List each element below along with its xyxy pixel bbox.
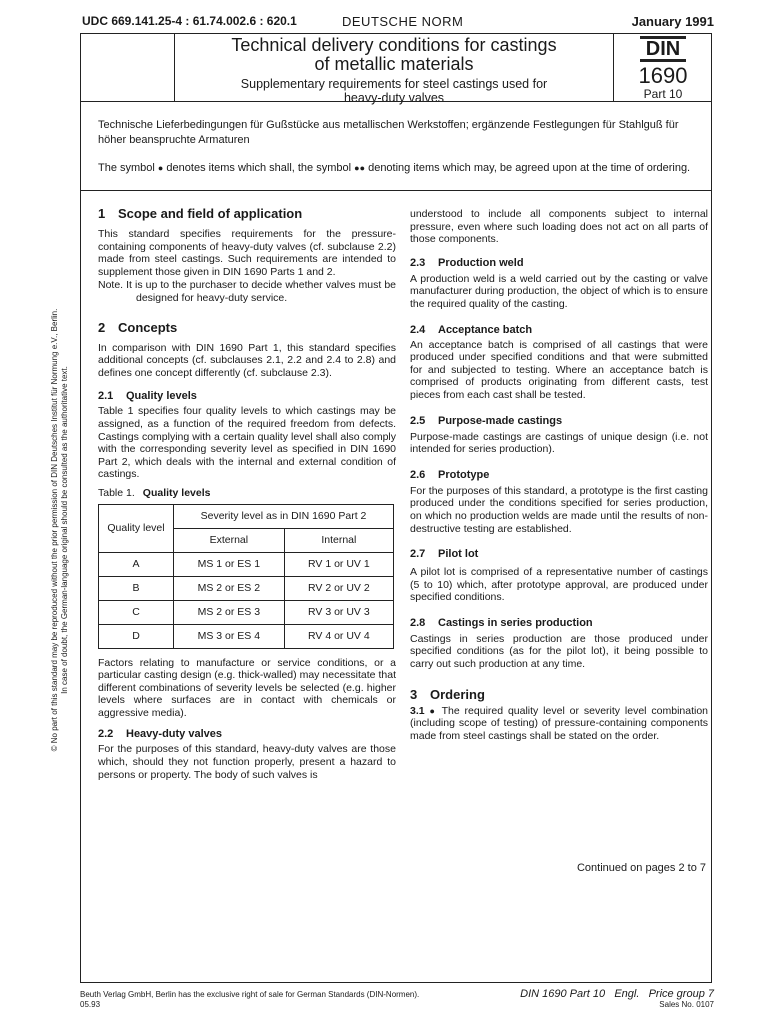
subsection-heading: 2.7 Pilot lot <box>410 548 479 561</box>
subsection-heading: 2.5 Purpose-made castings <box>410 414 563 427</box>
section-heading: 1 Scope and field of application <box>98 206 303 221</box>
document-title: Technical delivery conditions for castings of metallic materials <box>231 35 557 74</box>
double-dot-icon: ●● <box>354 163 366 173</box>
document-footer: DIN 1690 Part 10 Engl. Price group 7 Sales No. 0107 <box>520 988 714 1009</box>
table-row: B MS 2 or ES 2 RV 2 or UV 2 <box>99 576 394 600</box>
subsection-heading: 2.8 Castings in series production <box>410 616 593 629</box>
quality-levels-table <box>98 504 394 649</box>
publication-date: January 1991 <box>631 14 714 29</box>
subsection-heading: 2.1 Quality levels <box>98 390 197 403</box>
symbol-legend: The symbol ● denotes items which shall, the symbol ●● denoting items which may, be agreed upon at the time of ordering. <box>98 162 691 174</box>
table-row: A MS 1 or ES 1 RV 1 or UV 1 <box>99 552 394 576</box>
section-heading: 3 Ordering <box>410 686 485 702</box>
subsection-heading: 2.2 Heavy-duty valves <box>98 728 222 741</box>
paragraph: 3.1 ● The required quality level or severity level combination (including scope of testing) of pressure-containing components made from steel castings shall be stated on the order. <box>410 704 709 742</box>
section-heading: 2 Concepts <box>98 319 178 335</box>
table-header: External <box>174 528 285 552</box>
single-dot-icon: ● <box>429 705 437 716</box>
part-number: Part 10 <box>643 87 683 101</box>
title-block <box>174 33 614 105</box>
copyright-notice: © No part of this standard may be reproduced without the prior permission of DIN Deutsches Institut für Normung e.V., Berlin. In case of doubt, the German-language original should be consulted as the authoritative text. <box>50 308 69 752</box>
note: Note. It is up to the purchaser to decide whether valves must be designed for heavy-duty service. <box>98 279 396 304</box>
standard-number: 1690 <box>638 63 688 88</box>
paragraph: In comparison with DIN 1690 Part 1, this standard specifies additional concepts (cf. subclauses 2.1, 2.2 and 2.4 to 2.8) and defines one concept differently (cf. subclause 2.3). <box>98 341 396 379</box>
din-logo: DIN <box>640 36 686 62</box>
section-divider <box>80 190 712 191</box>
table-row: C MS 2 or ES 3 RV 3 or UV 3 <box>99 600 394 624</box>
paragraph: For the purposes of this standard, a prototype is the first casting produced under the conditions specified for series production, on which no production welds are made until the results of non-destructive testing are established. <box>410 484 708 535</box>
paragraph: A pilot lot is comprised of a representative number of castings (5 to 10) which, after prototype approval, are produced under specified conditions. <box>410 566 708 604</box>
paragraph: An acceptance batch is comprised of all castings that were produced under specified conditions and that were submitted for and subjected to testing. Where an acceptance batch is comprised of products originating from different casts, test pieces from each cast shall be tested. <box>410 338 708 401</box>
paragraph: Purpose-made castings are castings of unique design (i.e. not intended for series production). <box>410 430 708 456</box>
subsection-heading: 2.6 Prototype <box>410 468 490 481</box>
paragraph: For the purposes of this standard, heavy-duty valves are those which, should they not function properly, present a hazard to persons or property. The body of such valves is <box>98 743 396 781</box>
table-header: Internal <box>284 528 393 552</box>
single-dot-icon: ● <box>157 163 164 173</box>
udc-classification: UDC 669.141.25-4 : 61.74.002.6 : 620.1 <box>82 14 297 28</box>
table-header: Quality level <box>99 504 174 552</box>
document-subtitle: Supplementary requirements for steel castings used for heavy-duty valves <box>240 77 548 105</box>
table-header: Severity level as in DIN 1690 Part 2 <box>174 504 394 528</box>
paragraph: Castings in series production are those produced under specified conditions (as for the pilot lot), it being possible to carry out such production at any time. <box>410 632 708 671</box>
paragraph: Factors relating to manufacture or service conditions, or a particular casting design (e.g. thick-walled) may necessitate that different combinations of severity levels be selected (e.g. higher levels where surfaces are in contact with chemicals or aggressive media). <box>98 656 396 719</box>
continued-note: Continued on pages 2 to 7 <box>576 862 706 874</box>
din-block <box>618 36 708 100</box>
paragraph: This standard specifies requirements for the pressure-containing components of heavy-duty valves (cf. subclause 2.2) made from steel castings. Such requirements are intended to supplement those given in DIN 1690 Parts 1 and 2. <box>98 228 396 278</box>
subsection-heading: 2.4 Acceptance batch <box>410 323 533 336</box>
table-caption: Table 1. Quality levels <box>98 486 211 499</box>
subsection-heading: 2.3 Production weld <box>410 256 524 269</box>
paragraph: Table 1 specifies four quality levels to which castings may be assigned, as a function of the required freedom from defects. Castings complying with a certain quality level shall also comply with the corresponding severity level as specified in DIN 1690 Part 2, which deals with the internal and external condition of castings. <box>98 405 396 481</box>
paragraph: A production weld is a weld carried out by the casting or valve manufacturer during production, the object of which is to ensure the required quality of the casting. <box>410 272 708 310</box>
left-column <box>98 206 396 781</box>
publisher-note: Beuth Verlag GmbH, Berlin has the exclusive right of sale for German Standards (DIN-Normen). 05.93 <box>80 990 420 1009</box>
norm-label: DEUTSCHE NORM <box>342 14 464 29</box>
german-title: Technische Lieferbedingungen für Gußstücke aus metallischen Werkstoffen; ergänzende Festlegungen für Stahlguß für höher beanspruchte Armaturen <box>98 119 679 146</box>
table-row: D MS 3 or ES 4 RV 4 or UV 4 <box>99 624 394 648</box>
title-divider <box>80 101 712 102</box>
sales-number: Sales No. 0107 <box>659 1000 714 1009</box>
paragraph: understood to include all components subject to internal pressure, even where such loading does not act on all parts of those components. <box>410 208 708 246</box>
right-column <box>410 208 708 742</box>
